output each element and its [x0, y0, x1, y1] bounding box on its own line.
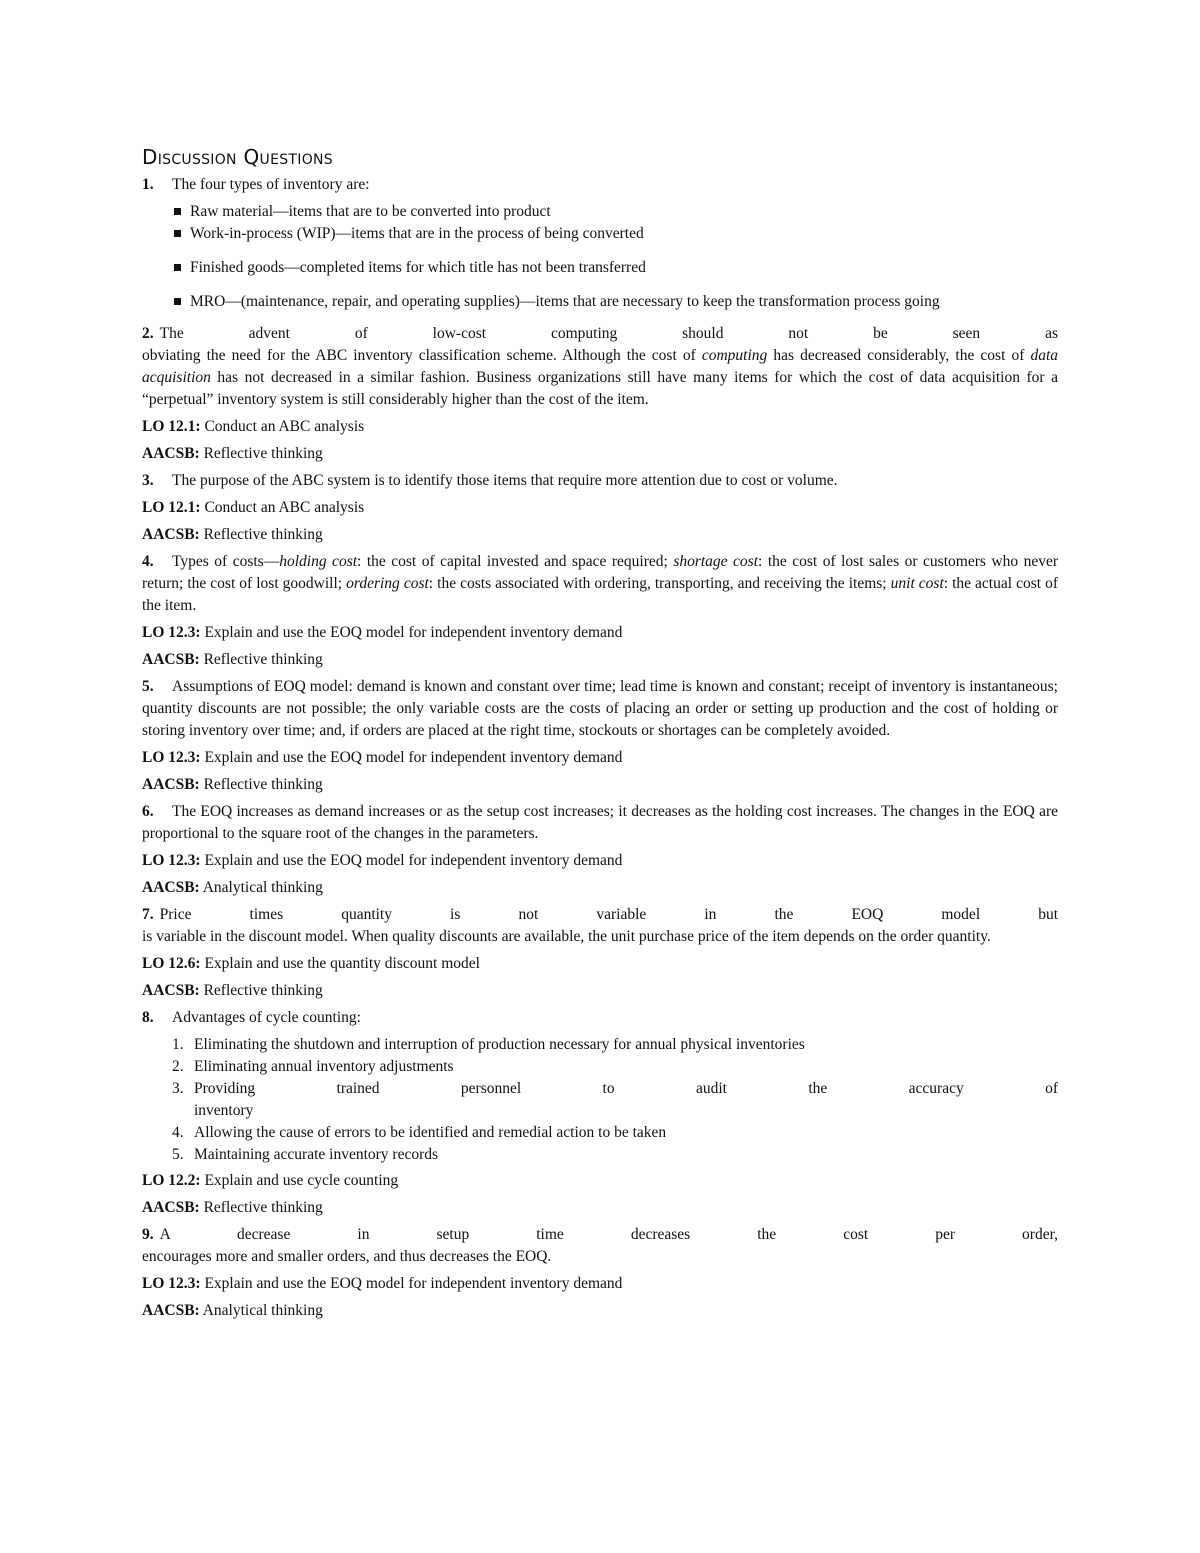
learning-objective: LO 12.1: Conduct an ABC analysis: [142, 418, 365, 435]
bullet-square-icon: [174, 298, 181, 305]
list-item: 4. Allowing the cause of errors to be identified and remedial action to be taken: [172, 1124, 667, 1141]
question-7: 7. Price times quantity is not variable in the EOQ model but is variable in the discount model. When quality discounts are available, the unit purchase price of the item depends on the order quantity.: [142, 906, 1058, 945]
aacsb-tag: AACSB: Reflective thinking: [142, 982, 323, 999]
list-item: Work-in-process (WIP)—items that are in the process of being converted: [142, 223, 1058, 245]
question-6: 6. The EOQ increases as demand increases or as the setup cost increases; it decreases as the holding cost increases. The changes in the EOQ are proportional to the square root of the changes in the parameters.: [142, 803, 1058, 842]
question-first-line: 2. The advent of low-cost computing should not be seen as: [142, 323, 1058, 345]
learning-objective: LO 12.2: Explain and use cycle counting: [142, 1172, 399, 1189]
question-3: 3. The purpose of the ABC system is to identify those items that require more attention due to cost or volume.: [142, 470, 1058, 492]
aacsb-tag: AACSB: Analytical thinking: [142, 879, 323, 896]
question-4: 4. Types of costs—holding cost: the cost of capital invested and space required; shortage cost: the cost of lost sales or customers who never return; the cost of lost goodwill; ordering cost: the costs associated with ordering, transporting, and receiving the items; unit cost: the actual cost of the item.: [142, 553, 1058, 614]
learning-objective: LO 12.3: Explain and use the EOQ model for independent inventory demand: [142, 852, 623, 869]
question-text: The four types of inventory are:: [172, 176, 370, 193]
question-number: 1.: [142, 176, 154, 193]
question-number: 8.: [142, 1009, 154, 1026]
learning-objective: LO 12.3: Explain and use the EOQ model for independent inventory demand: [142, 624, 623, 641]
learning-objective: LO 12.6: Explain and use the quantity discount model: [142, 955, 480, 972]
learning-objective: LO 12.3: Explain and use the EOQ model for independent inventory demand: [142, 1275, 623, 1292]
question-number: 6.: [142, 803, 154, 820]
learning-objective: LO 12.3: Explain and use the EOQ model for independent inventory demand: [142, 749, 623, 766]
list-item: Raw material—items that are to be converted into product: [142, 201, 1058, 223]
aacsb-tag: AACSB: Reflective thinking: [142, 651, 323, 668]
cycle-counting-list: [142, 1034, 1058, 1166]
question-number: 4.: [142, 553, 154, 570]
bullet-square-icon: [174, 264, 181, 271]
question-number: 9.: [142, 1226, 154, 1243]
list-item: 3. Providing trained personnel to audit the accuracy of inventory: [172, 1080, 1058, 1119]
aacsb-tag: AACSB: Reflective thinking: [142, 1199, 323, 1216]
list-item: MRO—(maintenance, repair, and operating supplies)—items that are necessary to keep the transformation process going: [142, 291, 1058, 313]
question-number: 2.: [142, 325, 154, 342]
list-item: 2. Eliminating annual inventory adjustments: [172, 1058, 454, 1075]
aacsb-tag: AACSB: Reflective thinking: [142, 445, 323, 462]
aacsb-tag: AACSB: Reflective thinking: [142, 526, 323, 543]
aacsb-tag: AACSB: Reflective thinking: [142, 776, 323, 793]
aacsb-tag: AACSB: Analytical thinking: [142, 1302, 323, 1319]
inventory-types-list: [142, 201, 1058, 313]
bullet-square-icon: [174, 208, 181, 215]
bullet-square-icon: [174, 230, 181, 237]
question-5: 5. Assumptions of EOQ model: demand is known and constant over time; lead time is known and constant; receipt of inventory is instantaneous; quantity discounts are not possible; the only variable costs are the costs of placing an order or setting up production and the cost of holding or storing inventory over time; and, if orders are placed at the right time, stockouts or shortages can be completely avoided.: [142, 678, 1058, 739]
list-item: 5. Maintaining accurate inventory records: [172, 1146, 439, 1163]
question-first-line: 9. A decrease in setup time decreases the cost per order,: [142, 1224, 1058, 1246]
question-number: 5.: [142, 678, 154, 695]
section-heading: Discussion Questions: [142, 145, 333, 169]
question-number: 3.: [142, 472, 154, 489]
list-item: 1. Eliminating the shutdown and interruption of production necessary for annual physical inventories: [172, 1036, 805, 1053]
question-2: 2. The advent of low-cost computing should not be seen as obviating the need for the ABC inventory classification scheme. Although the cost of computing has decreased considerably, the cost of data acquisition has not decreased in a similar fashion. Business organizations still have many items for which the cost of data acquisition for a “perpetual” inventory system is still considerably higher than the cost of the item.: [142, 325, 1058, 408]
document-page: [142, 140, 1058, 1327]
question-1: [142, 174, 1058, 196]
question-8: 8. Advantages of cycle counting:: [142, 1007, 1058, 1029]
question-first-line: 7. Price times quantity is not variable in the EOQ model but: [142, 904, 1058, 926]
question-9: 9. A decrease in setup time decreases the cost per order, encourages more and smaller orders, and thus decreases the EOQ.: [142, 1226, 1058, 1265]
list-item: Finished goods—completed items for which title has not been transferred: [142, 257, 1058, 279]
learning-objective: LO 12.1: Conduct an ABC analysis: [142, 499, 365, 516]
question-number: 7.: [142, 906, 154, 923]
